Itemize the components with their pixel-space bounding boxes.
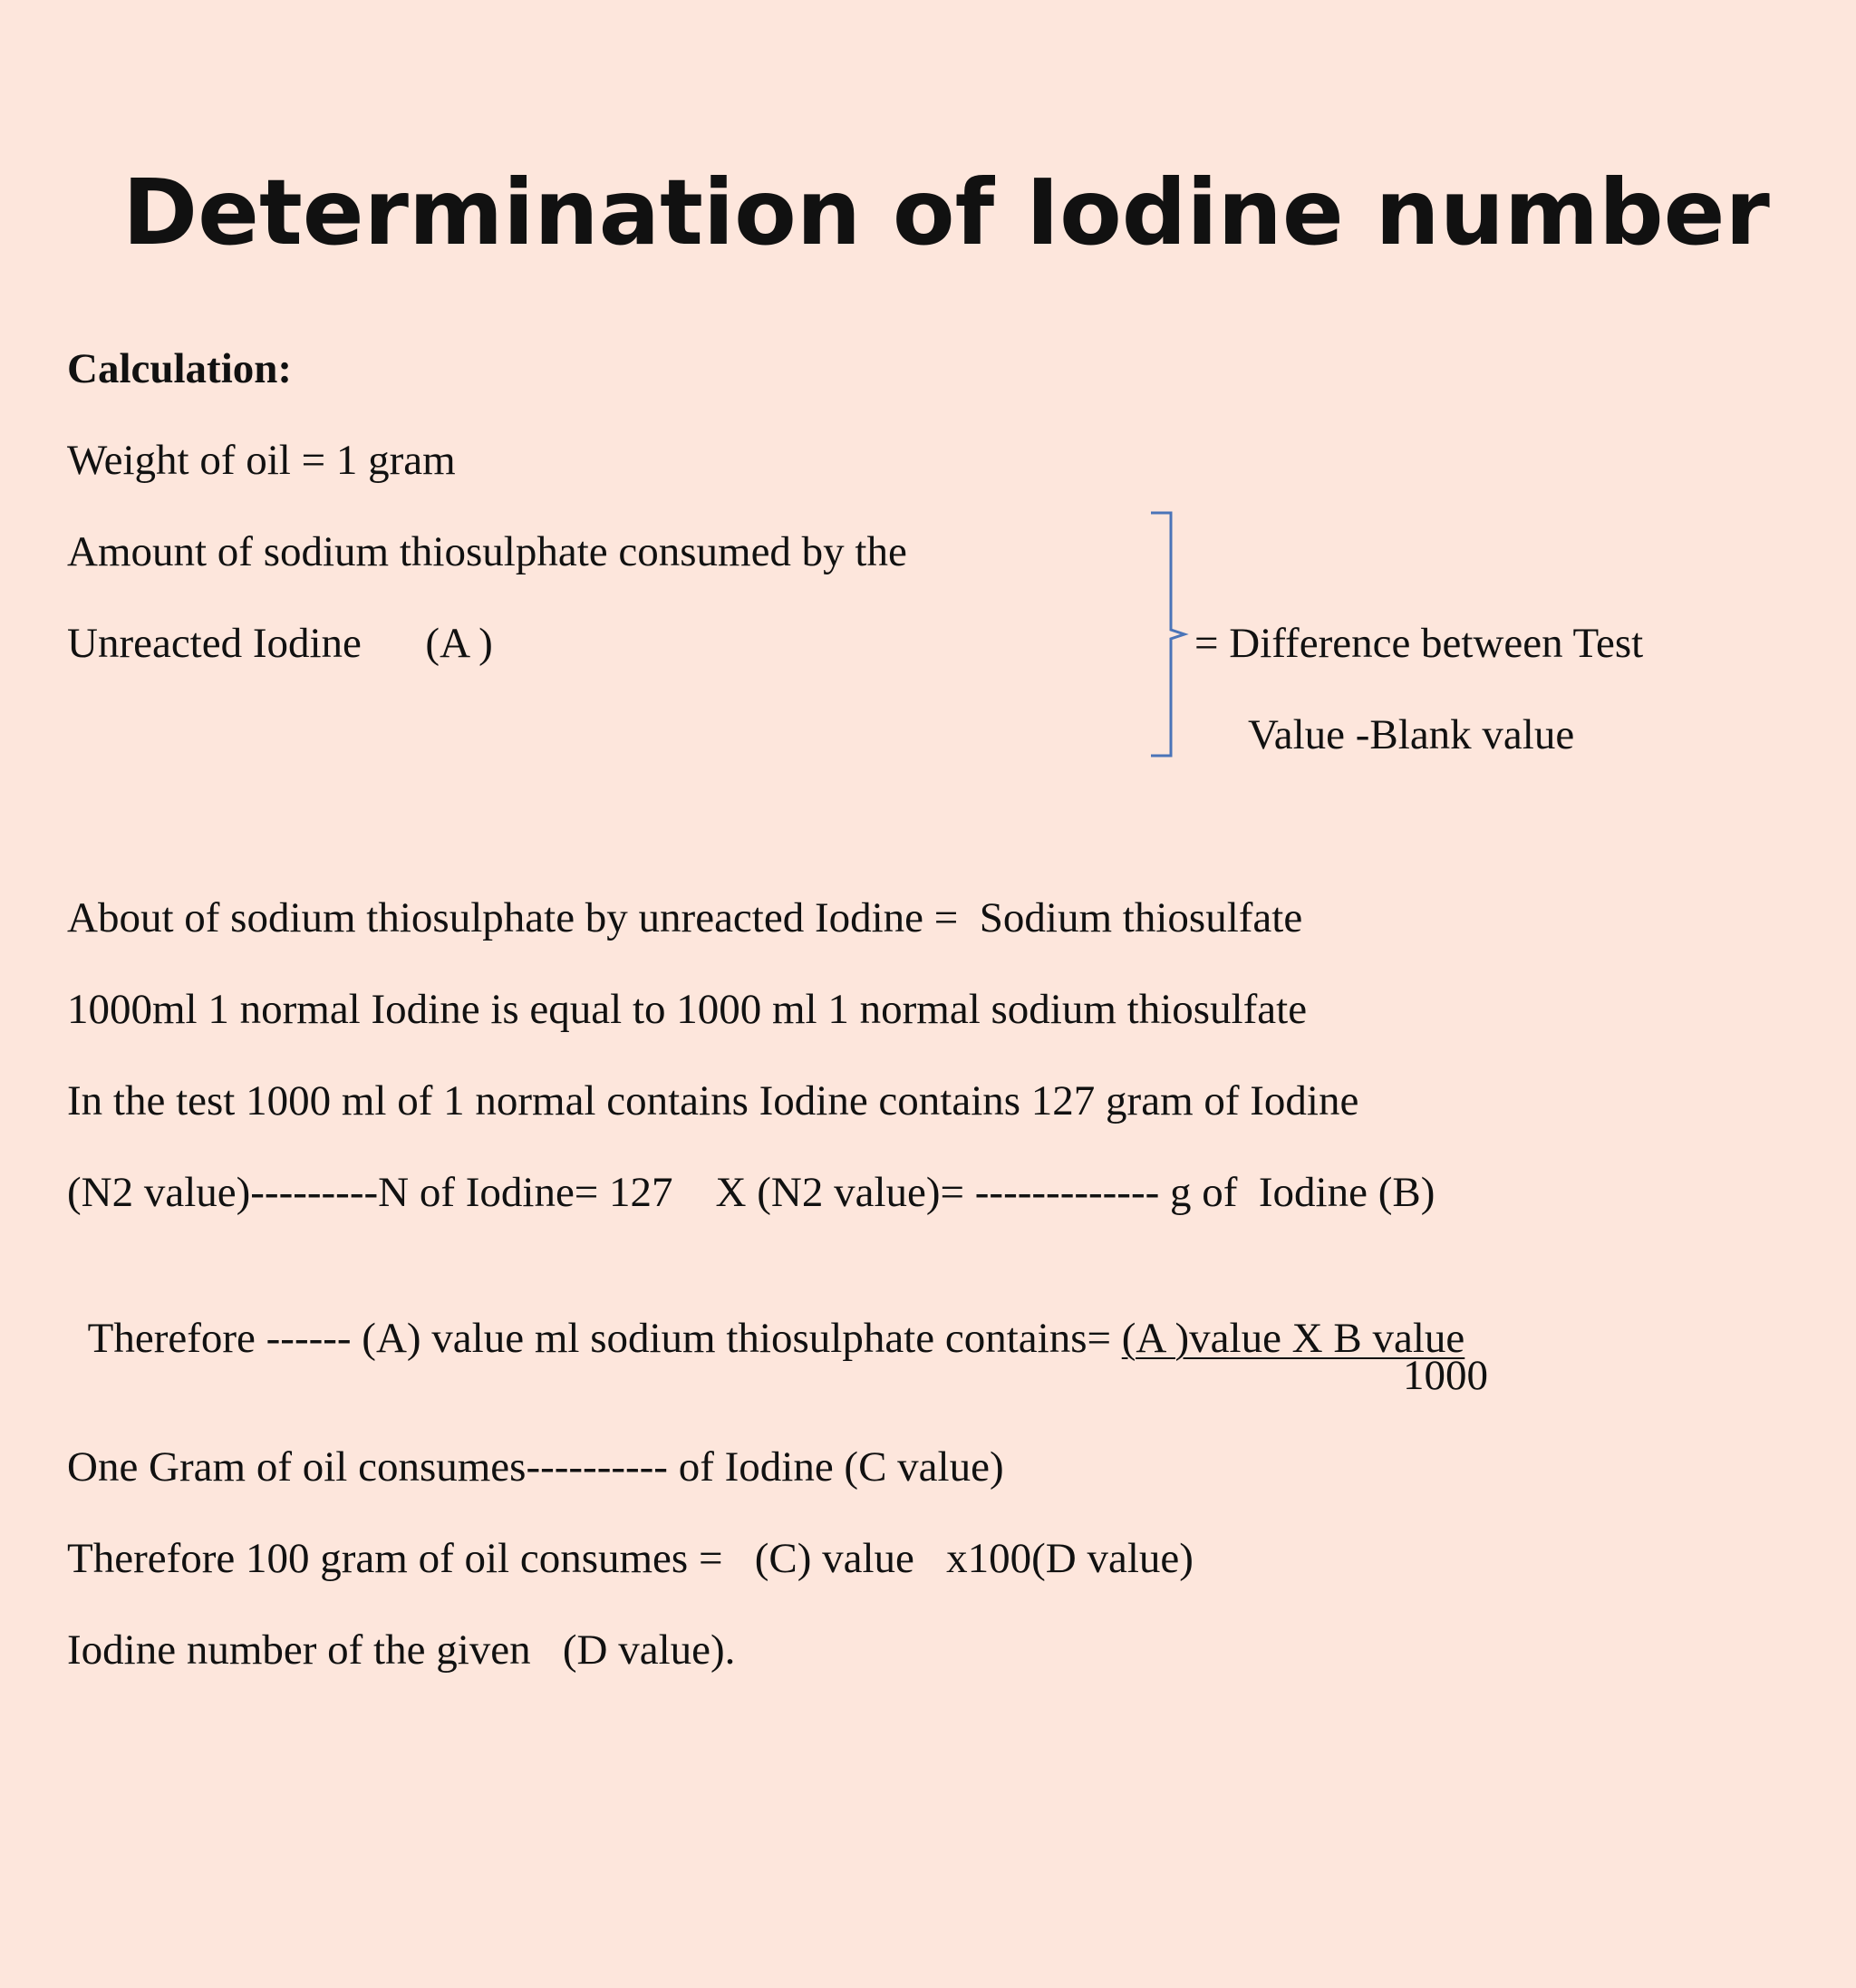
calculation-heading: Calculation:: [67, 345, 293, 392]
difference-text: = Difference between Test: [1194, 620, 1644, 667]
unreacted-iodine-line: Unreacted Iodine (A ): [67, 620, 493, 667]
weight-of-oil-line: Weight of oil = 1 gram: [67, 437, 456, 484]
therefore-a-line: [67, 1257, 1464, 1366]
one-gram-line: One Gram of oil consumes---------- of Iodine (C value): [67, 1443, 1004, 1491]
iodine-number-line: Iodine number of the given (D value).: [67, 1626, 736, 1674]
curly-brace-icon: [1144, 507, 1198, 761]
fraction-numerator: (A )value X B value: [1121, 1315, 1465, 1362]
therefore-a-text: Therefore ------ (A) value ml sodium thiosulphate contains=: [87, 1315, 1122, 1362]
test-line: In the test 1000 ml of 1 normal contains Iodine contains 127 gram of Iodine: [67, 1077, 1359, 1124]
equivalence-line: 1000ml 1 normal Iodine is equal to 1000 ml 1 normal sodium thiosulfate: [67, 986, 1308, 1033]
fraction-denominator: 1000: [1403, 1352, 1488, 1399]
n2-value-line: (N2 value)---------N of Iodine= 127 X (N2 value)= ------------- g of Iodine (B): [67, 1169, 1436, 1216]
about-sodium-thiosulphate-line: About of sodium thiosulphate by unreacted Iodine = Sodium thiosulfate: [67, 894, 1303, 941]
hundred-gram-line: Therefore 100 gram of oil consumes = (C) value x100(D value): [67, 1535, 1194, 1582]
blank-value-text: Value -Blank value: [1248, 711, 1575, 758]
amount-consumed-line: Amount of sodium thiosulphate consumed by the: [67, 528, 907, 575]
page-title: Determination of Iodine number: [122, 159, 1770, 265]
